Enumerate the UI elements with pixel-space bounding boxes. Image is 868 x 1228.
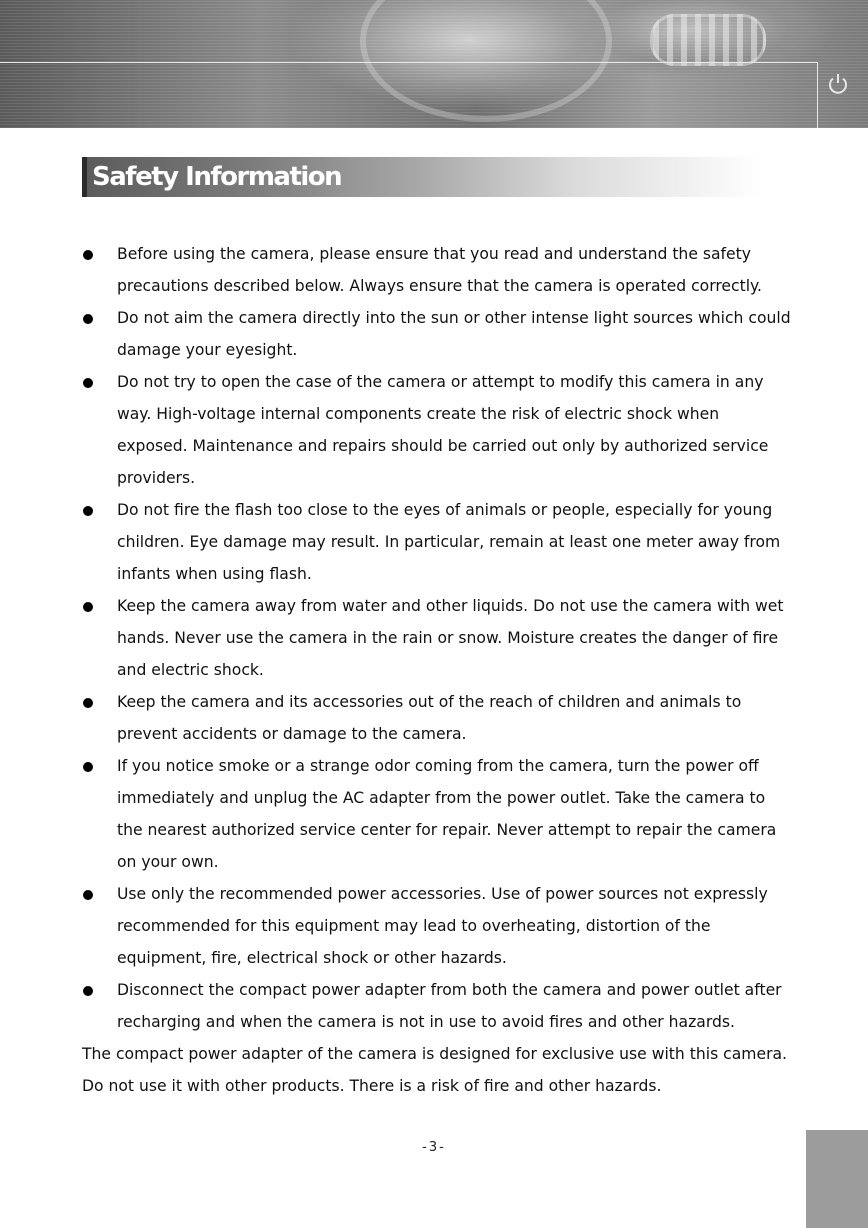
list-item-text: Before using the camera, please ensure that you read and understand the safety precautions described below. Always ensure that the camera is operated correctly. <box>117 245 763 295</box>
list-item <box>82 590 792 686</box>
list-item-text: Do not fire the flash too close to the eyes of animals or people, especially for young children. Eye damage may result. In particular, remain at least one meter away from infants when using flash. <box>117 501 781 583</box>
list-item <box>82 878 792 974</box>
side-tab <box>806 1130 868 1228</box>
list-item <box>82 302 792 366</box>
list-item <box>82 750 792 878</box>
list-item <box>82 366 792 494</box>
list-item-text: Keep the camera and its accessories out of the reach of children and animals to prevent accidents or damage to the camera. <box>117 693 742 743</box>
bullet-icon <box>83 602 93 612</box>
list-item-text: Keep the camera away from water and other liquids. Do not use the camera with wet hands. Never use the camera in the rain or snow. Moisture creates the danger of fire and electric shock. <box>117 597 784 679</box>
bullet-icon <box>83 314 93 324</box>
list-item-text: Do not aim the camera directly into the sun or other intense light sources which could damage your eyesight. <box>117 309 791 359</box>
title-accent-mark <box>82 157 87 197</box>
bullet-icon <box>83 762 93 772</box>
closing-note <box>82 1038 792 1102</box>
bullet-icon <box>83 986 93 996</box>
bullet-icon <box>83 506 93 516</box>
list-item <box>82 238 792 302</box>
list-item-text: If you notice smoke or a strange odor coming from the camera, turn the power off immediately and unplug the AC adapter from the power outlet. Take the camera to the nearest authorized service center for repair. Never attempt to repair the camera on your own. <box>117 757 777 871</box>
safety-content <box>82 238 792 1102</box>
list-item <box>82 494 792 590</box>
header-divider <box>0 62 818 63</box>
list-item-text: Disconnect the compact power adapter from both the camera and power outlet after recharging and when the camera is not in use to avoid fires and other hazards. <box>117 981 782 1031</box>
bullet-icon <box>83 250 93 260</box>
bullet-icon <box>83 378 93 388</box>
list-item <box>82 974 792 1038</box>
safety-list <box>82 238 792 1038</box>
bullet-icon <box>83 698 93 708</box>
page-number: -3- <box>422 1140 446 1155</box>
bullet-icon <box>83 890 93 900</box>
list-item <box>82 686 792 750</box>
page-title: Safety Information <box>92 162 342 192</box>
camera-grip-graphic <box>650 14 766 66</box>
list-item-text: Do not try to open the case of the camera or attempt to modify this camera in any way. High-voltage internal components create the risk of electric shock when exposed. Maintenance and repairs should be carried out only by authorized service providers. <box>117 373 769 487</box>
closing-line: Do not use it with other products. There is a risk of fire and other hazards. <box>82 1077 662 1095</box>
power-icon <box>826 72 850 96</box>
closing-line: The compact power adapter of the camera is designed for exclusive use with this camera. <box>82 1045 788 1063</box>
header-corner-divider <box>817 62 818 128</box>
list-item-text: Use only the recommended power accessories. Use of power sources not expressly recommended for this equipment may lead to overheating, distortion of the equipment, fire, electrical shock or other hazards. <box>117 885 768 967</box>
